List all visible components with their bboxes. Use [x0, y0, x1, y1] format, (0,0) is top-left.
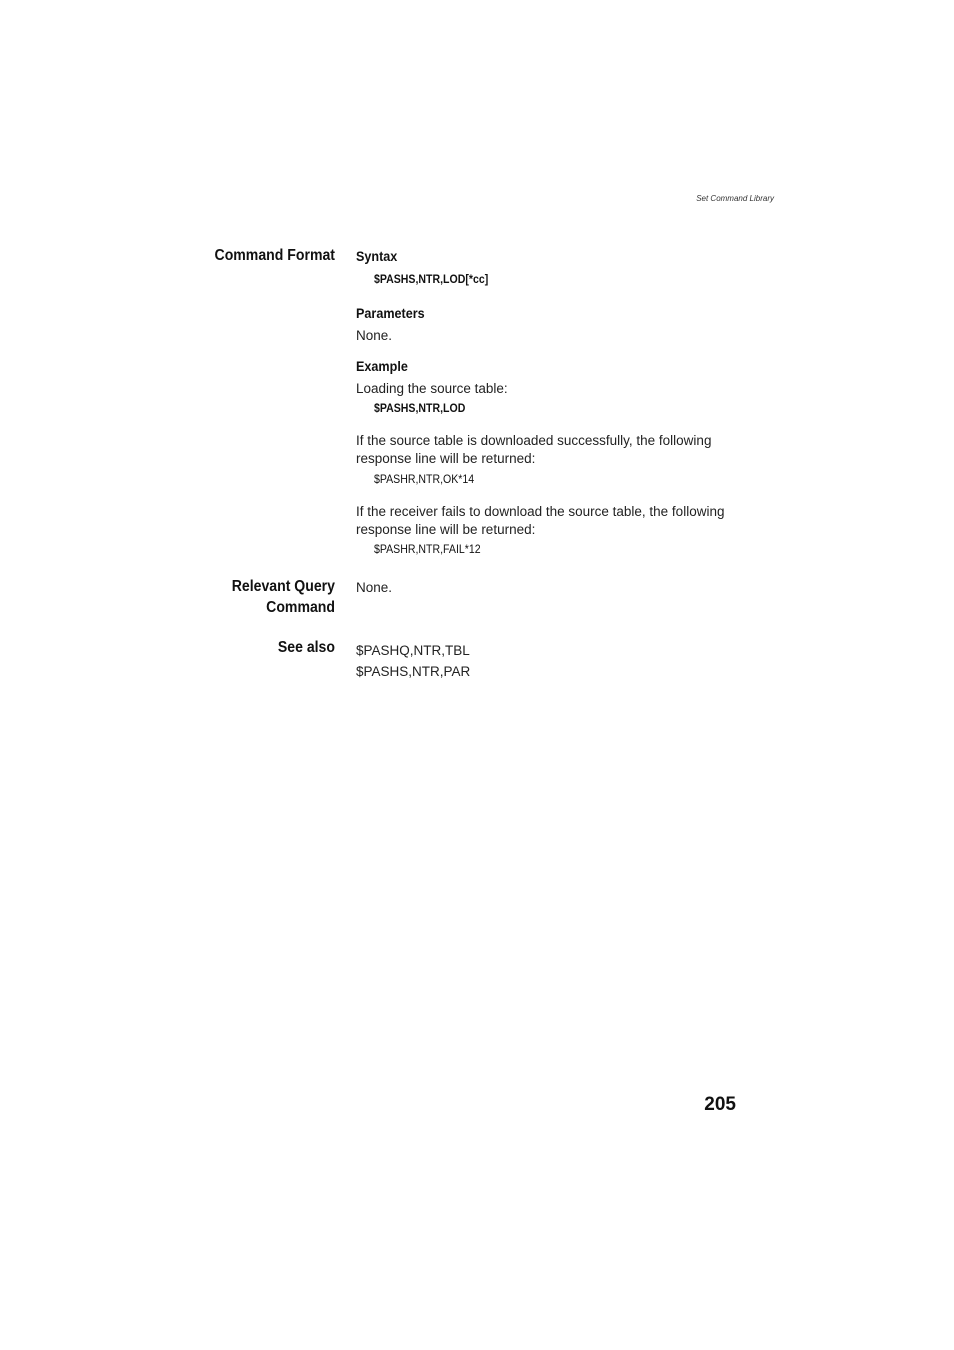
fail-code: $PASHR,NTR,FAIL*12 — [374, 542, 481, 556]
relevant-query-heading — [159, 576, 335, 618]
page-number: 205 — [704, 1094, 736, 1115]
parameters-heading: Parameters — [356, 305, 425, 321]
fail-text: If the receiver fails to download the source table, the following response line will be returned: — [356, 504, 725, 537]
running-header: Set Command Library — [696, 194, 774, 203]
parameters-text: None. — [356, 328, 393, 343]
relevant-query-heading-line2: Command — [266, 599, 335, 616]
success-code: $PASHR,NTR,OK*14 — [374, 472, 475, 486]
example-intro: Loading the source table: — [356, 381, 508, 396]
syntax-code: $PASHS,NTR,LOD[*cc] — [374, 272, 489, 286]
command-format-heading: Command Format — [214, 247, 335, 264]
see-also-item[interactable]: $PASHQ,NTR,TBL — [356, 643, 470, 658]
success-text: If the source table is downloaded successfully, the following response line will be returned: — [356, 433, 712, 466]
see-also-list — [356, 640, 746, 682]
relevant-query-heading-line1: Relevant Query — [231, 578, 335, 595]
syntax-heading: Syntax — [356, 248, 398, 264]
see-also-item[interactable]: $PASHS,NTR,PAR — [356, 664, 471, 679]
see-also-heading: See also — [277, 639, 335, 656]
example-heading: Example — [356, 358, 408, 374]
example-code: $PASHS,NTR,LOD — [374, 401, 466, 415]
relevant-query-text: None. — [356, 580, 393, 595]
